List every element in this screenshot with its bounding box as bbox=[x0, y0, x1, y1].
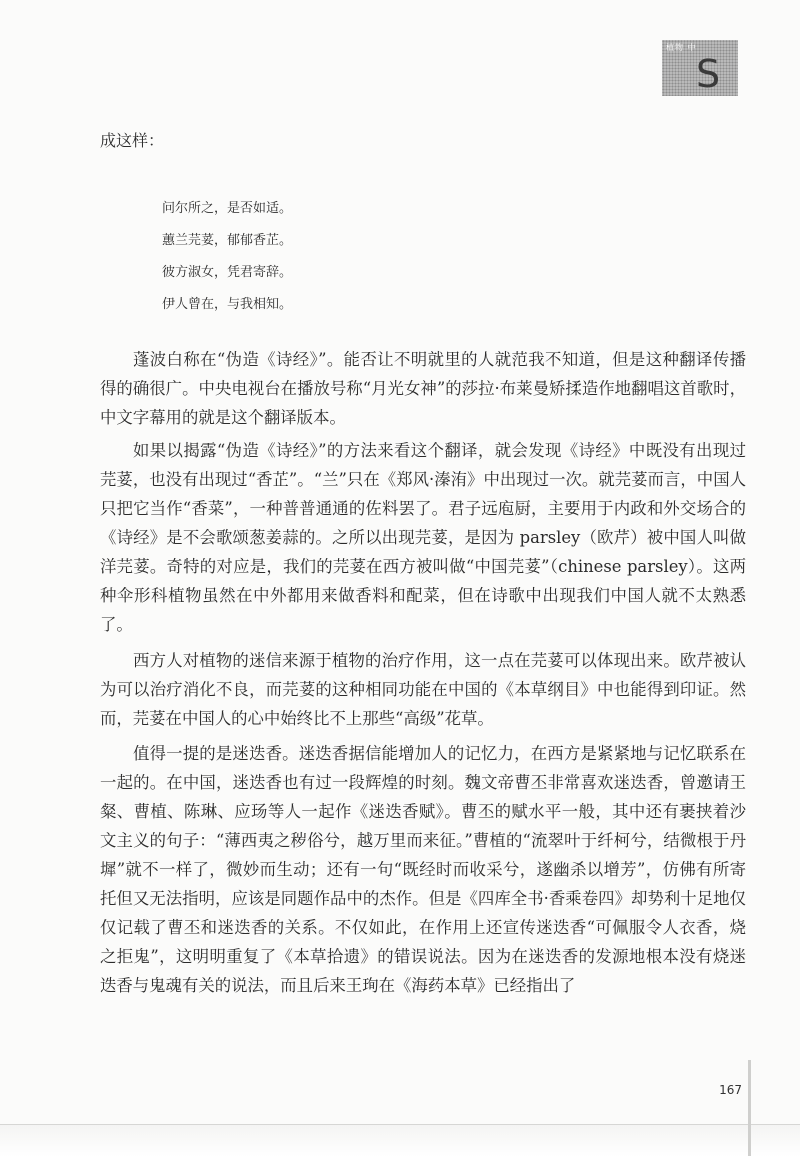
section-tab bbox=[662, 40, 738, 96]
page-fold-shadow bbox=[748, 1060, 751, 1156]
body-text bbox=[100, 345, 746, 1004]
paragraph: 如果以揭露“伪造《诗经》”的方法来看这个翻译，就会发现《诗经》中既没有出现过芫荽，也没有出现过“香芷”。“兰”只在《郑风·溱洧》中出现过一次。就芫荽而言，中国人只把它当作“香菜”，一种普普通通的佐料罢了。君子远庖厨，主要用于内政和外交场合的《诗经》是不会歌颂葱姜蒜的。之所以出现芫荽，是因为 parsley（欧芹）被中国人叫做洋芫荽。奇特的对应是，我们的芫荽在西方被叫做“中国芫荽”（chinese parsley）。这两种伞形科植物虽然在中外都用来做香料和配菜，但在诗歌中出现我们中国人就不太熟悉了。 bbox=[100, 441, 746, 634]
poem-line: 问尔所之，是否如适。 bbox=[162, 201, 293, 216]
poem-line: 蕙兰芫荽，郁郁香芷。 bbox=[162, 233, 293, 248]
section-letter: S bbox=[696, 52, 721, 96]
page-number: 167 bbox=[719, 1083, 742, 1097]
poem-block bbox=[162, 193, 562, 321]
poem-line: 伊人曾在，与我相知。 bbox=[162, 297, 293, 312]
section-tab-caption: 植物 中 bbox=[666, 43, 697, 52]
page-bottom-edge bbox=[0, 1124, 800, 1157]
paragraph: 值得一提的是迷迭香。迷迭香据信能增加人的记忆力，在西方是紧紧地与记忆联系在一起的。在中国，迷迭香也有过一段辉煌的时刻。魏文帝曹丕非常喜欢迷迭香，曾邀请王粲、曹植、陈琳、应玚等人一起作《迷迭香赋》。曹丕的赋水平一般，其中还有裹挟着沙文主义的句子：“薄西夷之秽俗兮，越万里而来征。”曹植的“流翠叶于纤柯兮，结微根于丹墀”就不一样了，微妙而生动；还有一句“既经时而收采兮，遂幽杀以增芳”，仿佛有所寄托但又无法指明，应该是同题作品中的杰作。但是《四库全书·香乘卷四》却势利十足地仅仅记载了曹丕和迷迭香的关系。不仅如此，在作用上还宣传迷迭香“可佩服令人衣香，烧之拒鬼”，这明明重复了《本草拾遗》的错误说法。因为在迷迭香的发源地根本没有烧迷迭香与鬼魂有关的说法，而且后来王珣在《海药本草》已经指出了 bbox=[100, 744, 746, 995]
paragraph: 西方人对植物的迷信来源于植物的治疗作用，这一点在芫荽可以体现出来。欧芹被认为可以治疗消化不良，而芫荽的这种相同功能在中国的《本草纲目》中也能得到印证。然而，芫荽在中国人的心中始终比不上那些“高级”花草。 bbox=[100, 651, 746, 728]
paragraph: 蓬波白称在“伪造《诗经》”。能否让不明就里的人就范我不知道，但是这种翻译传播得的确很广。中央电视台在播放号称“月光女神”的莎拉·布莱曼矫揉造作地翻唱这首歌时，中文字幕用的就是这个翻译版本。 bbox=[100, 350, 746, 427]
lead-line: 成这样： bbox=[100, 131, 165, 150]
poem-line: 彼方淑女，凭君寄辞。 bbox=[162, 265, 293, 280]
